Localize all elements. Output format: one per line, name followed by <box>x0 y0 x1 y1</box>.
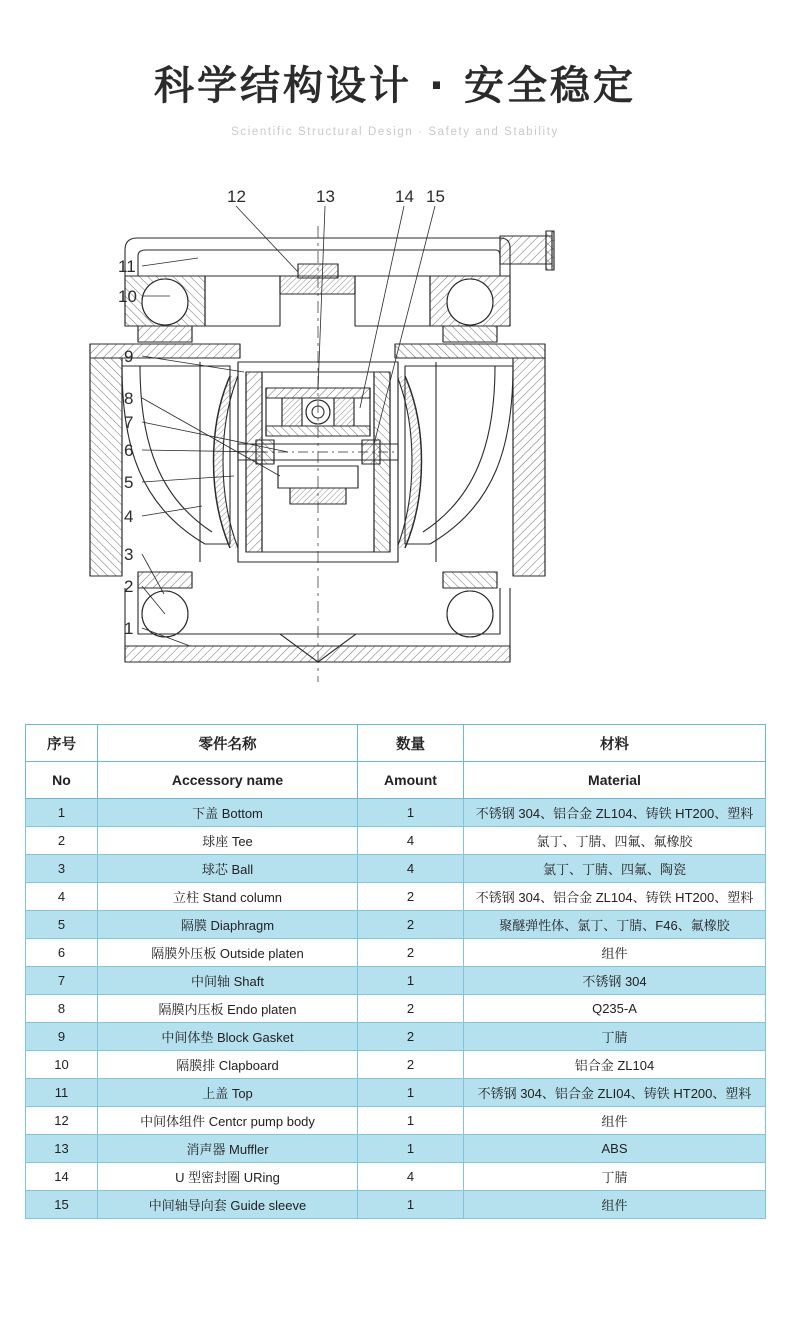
callout-3: 3 <box>124 545 134 564</box>
cell-no: 2 <box>26 827 98 855</box>
page-subtitle: Scientific Structural Design · Safety and Stability <box>231 126 559 138</box>
callout-8: 8 <box>124 389 134 408</box>
header-material-cn: 材料 <box>464 725 766 762</box>
cell-no: 1 <box>26 799 98 827</box>
cell-amount: 2 <box>358 911 464 939</box>
cell-no: 12 <box>26 1107 98 1135</box>
cell-name: 消声器 Muffler <box>98 1135 358 1163</box>
cell-name: 中间体组件 Centcr pump body <box>98 1107 358 1135</box>
cell-name: 中间轴导向套 Guide sleeve <box>98 1191 358 1219</box>
cell-no: 4 <box>26 883 98 911</box>
cell-amount: 1 <box>358 1191 464 1219</box>
table-row <box>26 967 766 995</box>
parts-table <box>25 724 766 1219</box>
cell-material: 组件 <box>464 1107 766 1135</box>
cell-material: 丁腈 <box>464 1163 766 1191</box>
cell-name: 隔膜排 Clapboard <box>98 1051 358 1079</box>
cell-no: 6 <box>26 939 98 967</box>
cell-name: 上盖 Top <box>98 1079 358 1107</box>
header-no-en: No <box>26 762 98 799</box>
callout-10: 10 <box>118 287 137 306</box>
cell-no: 8 <box>26 995 98 1023</box>
pump-diagram-drawing <box>30 176 760 706</box>
cell-name: 隔膜 Diaphragm <box>98 911 358 939</box>
cell-no: 3 <box>26 855 98 883</box>
cell-amount: 4 <box>358 1163 464 1191</box>
parts-table-head <box>26 725 766 799</box>
cell-material: 不锈钢 304、铝合金 ZL104、铸铁 HT200、塑料 <box>464 799 766 827</box>
callout-13: 13 <box>316 187 335 206</box>
table-row <box>26 855 766 883</box>
table-header-row-en <box>26 762 766 799</box>
cell-material: 氯丁、丁腈、四氟、陶瓷 <box>464 855 766 883</box>
parts-table-container <box>25 724 765 1219</box>
table-header-row-cn <box>26 725 766 762</box>
header-name-cn: 零件名称 <box>98 725 358 762</box>
callout-6: 6 <box>124 441 134 460</box>
cell-name: 中间轴 Shaft <box>98 967 358 995</box>
table-row <box>26 1051 766 1079</box>
table-row <box>26 1023 766 1051</box>
table-row <box>26 939 766 967</box>
callout-2: 2 <box>124 577 134 596</box>
cell-amount: 2 <box>358 1051 464 1079</box>
cell-amount: 1 <box>358 799 464 827</box>
cell-material: Q235-A <box>464 995 766 1023</box>
page-header <box>0 0 790 138</box>
cell-amount: 1 <box>358 967 464 995</box>
callout-12: 12 <box>227 187 246 206</box>
cell-name: 隔膜外压板 Outside platen <box>98 939 358 967</box>
table-row <box>26 799 766 827</box>
cell-amount: 4 <box>358 855 464 883</box>
cell-name: 中间体垫 Block Gasket <box>98 1023 358 1051</box>
table-row <box>26 1135 766 1163</box>
header-amount-en: Amount <box>358 762 464 799</box>
cell-material: 铝合金 ZL104 <box>464 1051 766 1079</box>
cell-material: 组件 <box>464 1191 766 1219</box>
callout-14: 14 <box>395 187 414 206</box>
callout-4: 4 <box>124 507 134 526</box>
cell-name: 隔膜内压板 Endo platen <box>98 995 358 1023</box>
cell-amount: 1 <box>358 1135 464 1163</box>
header-name-en: Accessory name <box>98 762 358 799</box>
cell-amount: 2 <box>358 995 464 1023</box>
cell-name: 立柱 Stand column <box>98 883 358 911</box>
cell-material: 组件 <box>464 939 766 967</box>
parts-table-body <box>26 799 766 1219</box>
callout-9: 9 <box>124 347 134 366</box>
cell-no: 10 <box>26 1051 98 1079</box>
cell-name: 球芯 Ball <box>98 855 358 883</box>
callout-1: 1 <box>124 619 134 638</box>
cell-amount: 2 <box>358 939 464 967</box>
cell-name: 下盖 Bottom <box>98 799 358 827</box>
table-row <box>26 1191 766 1219</box>
cell-no: 7 <box>26 967 98 995</box>
cell-name: 球座 Tee <box>98 827 358 855</box>
pump-diagram <box>30 176 760 706</box>
callout-7: 7 <box>124 413 134 432</box>
cell-amount: 2 <box>358 883 464 911</box>
callout-11: 11 <box>118 257 136 276</box>
page-title: 科学结构设计 · 安全稳定 <box>153 63 637 109</box>
cell-no: 13 <box>26 1135 98 1163</box>
table-row <box>26 883 766 911</box>
cell-material: 丁腈 <box>464 1023 766 1051</box>
cell-material: ABS <box>464 1135 766 1163</box>
cell-no: 14 <box>26 1163 98 1191</box>
table-row <box>26 827 766 855</box>
callout-5: 5 <box>124 473 134 492</box>
table-row <box>26 911 766 939</box>
cell-no: 5 <box>26 911 98 939</box>
callout-15: 15 <box>426 187 445 206</box>
table-row <box>26 1079 766 1107</box>
cell-material: 不锈钢 304、铝合金 ZLI04、铸铁 HT200、塑料 <box>464 1079 766 1107</box>
cell-material: 聚醚弹性体、氯丁、丁腈、F46、氟橡胶 <box>464 911 766 939</box>
cell-no: 15 <box>26 1191 98 1219</box>
cell-name: U 型密封圈 URing <box>98 1163 358 1191</box>
cell-amount: 4 <box>358 827 464 855</box>
cell-no: 11 <box>26 1079 98 1107</box>
cell-amount: 2 <box>358 1023 464 1051</box>
header-material-en: Material <box>464 762 766 799</box>
table-row <box>26 1107 766 1135</box>
cell-amount: 1 <box>358 1079 464 1107</box>
cell-material: 氯丁、丁腈、四氟、氟橡胶 <box>464 827 766 855</box>
header-amount-cn: 数量 <box>358 725 464 762</box>
table-row <box>26 995 766 1023</box>
cell-amount: 1 <box>358 1107 464 1135</box>
cell-material: 不锈钢 304 <box>464 967 766 995</box>
cell-no: 9 <box>26 1023 98 1051</box>
header-no-cn: 序号 <box>26 725 98 762</box>
cell-material: 不锈钢 304、铝合金 ZL104、铸铁 HT200、塑料 <box>464 883 766 911</box>
table-row <box>26 1163 766 1191</box>
